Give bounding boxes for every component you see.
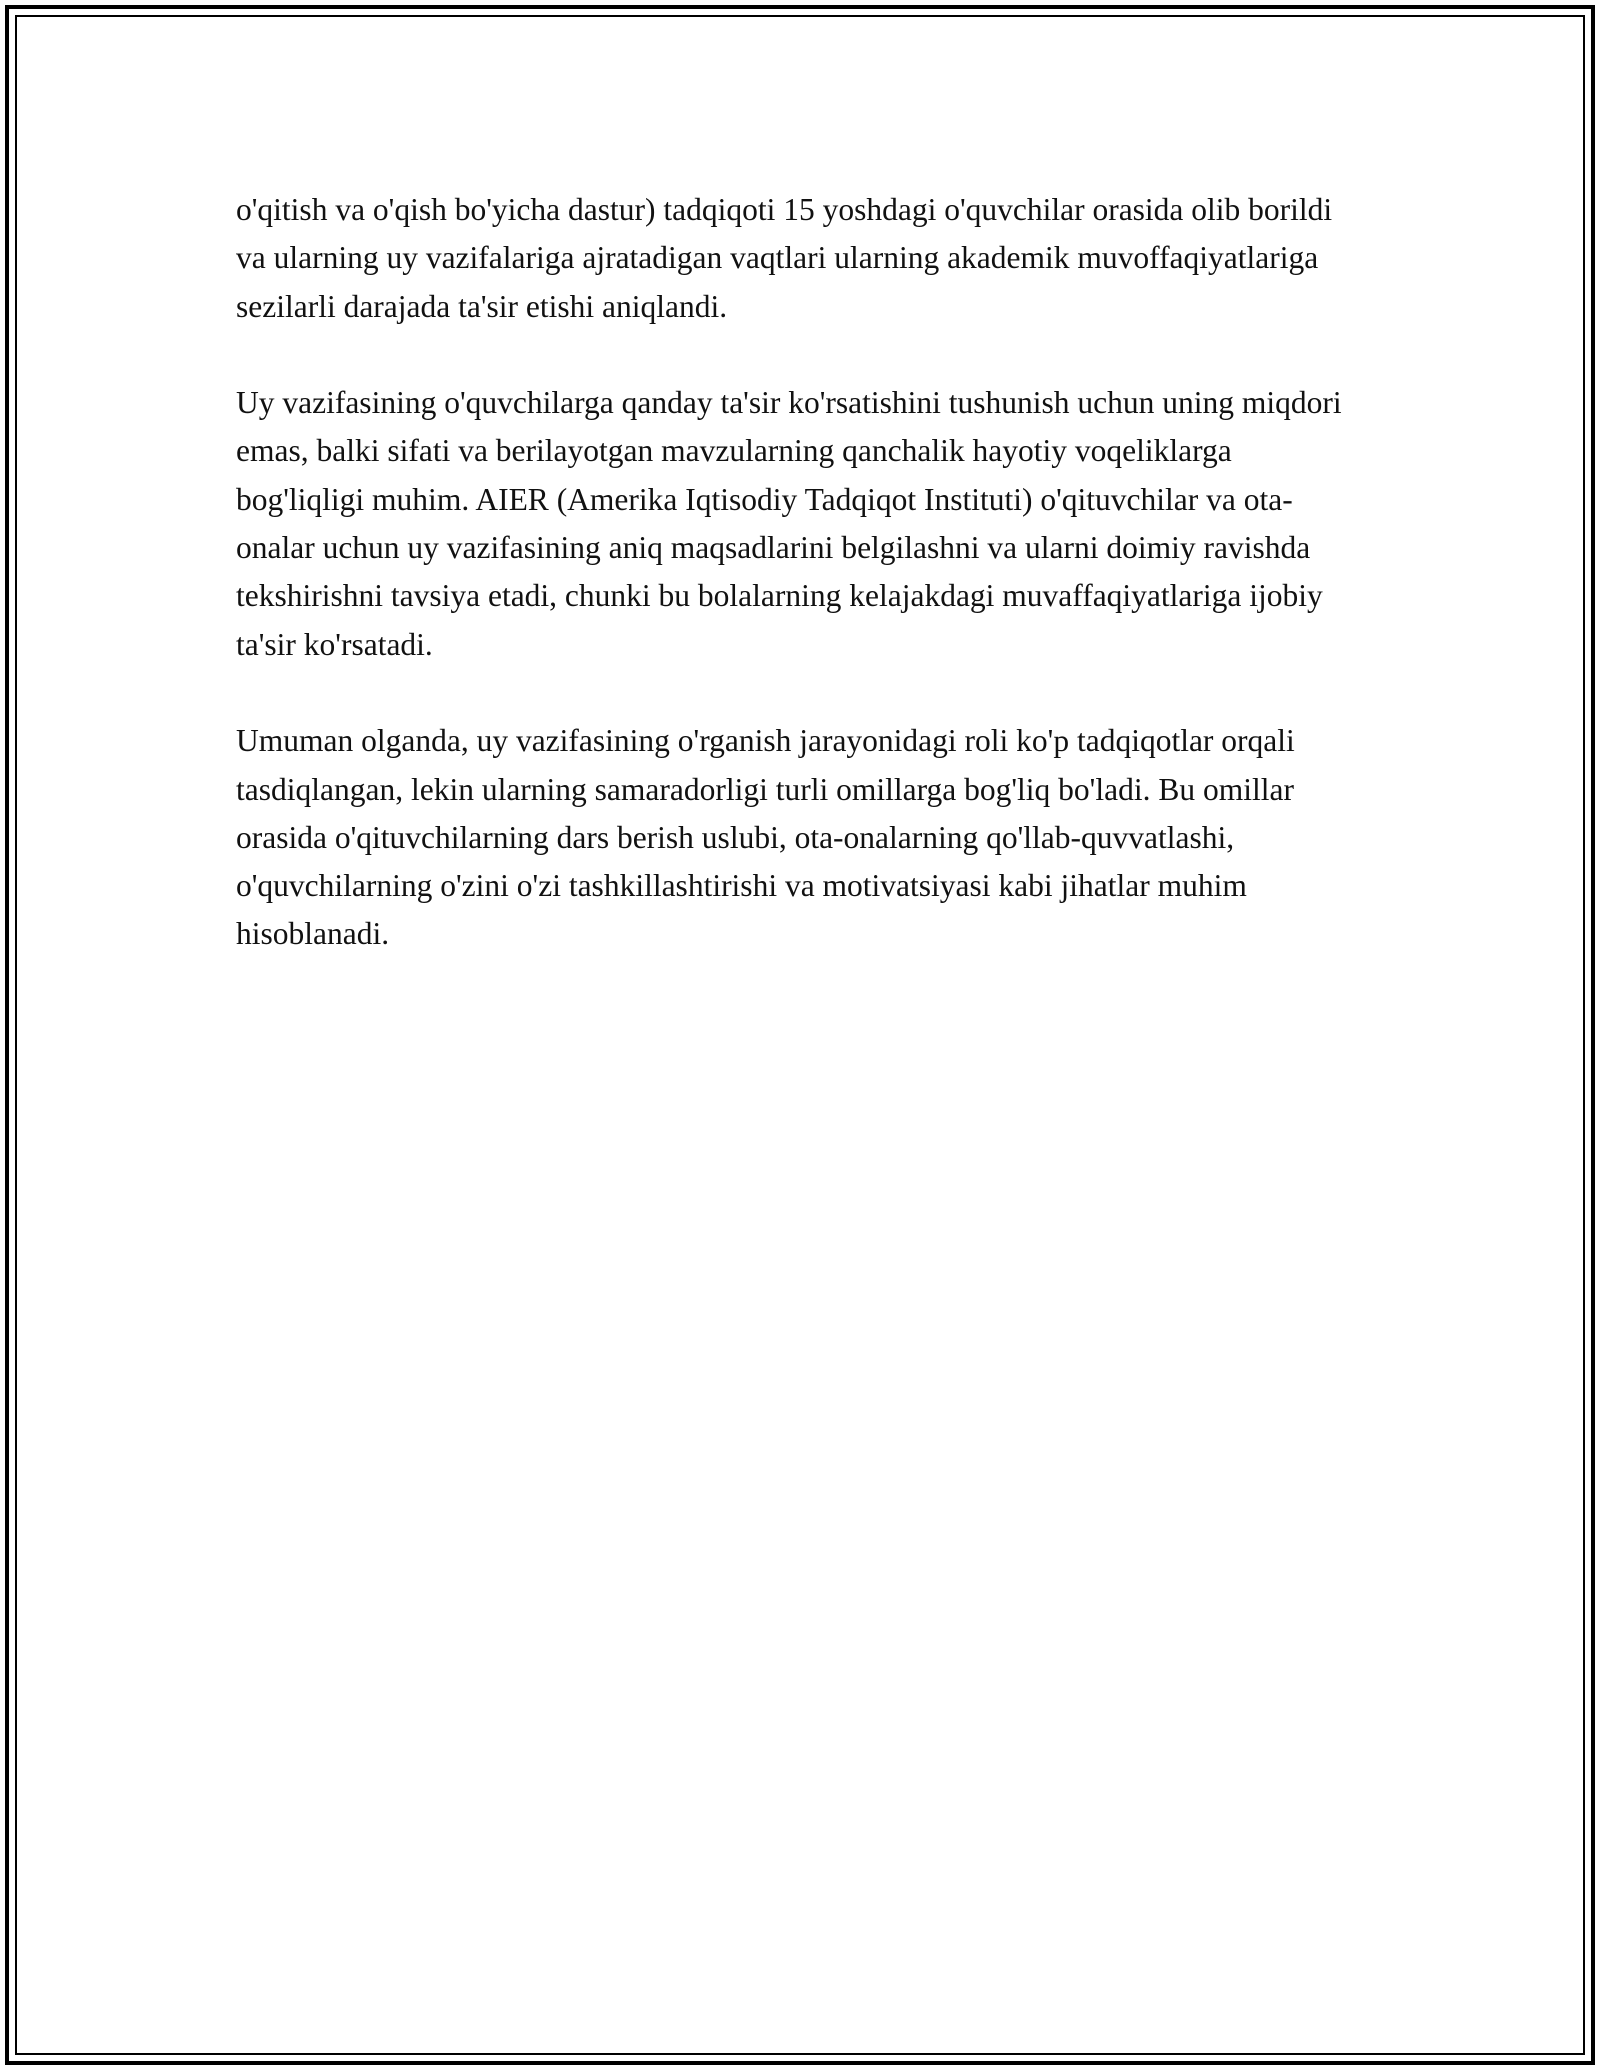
paragraph-3: Umuman olganda, uy vazifasining o'rganish jarayonidagi roli ko'p tadqiqotlar orqali tasdiqlangan, lekin ularning samaradorligi turli omillarga bog'liq bo'ladi. Bu omillar orasida o'qituvchilarning dars berish uslubi, ota-onalarning qo'llab-quvvatlashi, o'quvchilarning o'zini o'zi tashkillashtirishi va motivatsiyasi kabi jihatlar muhim hisoblanadi. <box>236 723 1295 952</box>
document-body <box>236 186 1366 1007</box>
paragraph-1: o'qitish va o'qish bo'yicha dastur) tadqiqoti 15 yoshdagi o'quvchilar orasida olib borildi va ularning uy vazifalariga ajratadigan vaqtlari ularning akademik muvoffaqiyatlariga sezilarli darajada ta'sir etishi aniqlandi. <box>236 192 1333 324</box>
paragraph-2: Uy vazifasining o'quvchilarga qanday ta'sir ko'rsatishini tushunish uchun uning miqdori emas, balki sifati va berilayotgan mavzularning qanchalik hayotiy voqeliklarga bog'liqligi muhim. AIER (Amerika Iqtisodiy Tadqiqot Instituti) o'qituvchilar va ota-onalar uchun uy vazifasining aniq maqsadlarini belgilashni va ularni doimiy ravishda tekshirishni tavsiya etadi, chunki bu bolalarning kelajakdagi muvaffaqiyatlariga ijobiy ta'sir ko'rsatadi. <box>236 385 1342 662</box>
